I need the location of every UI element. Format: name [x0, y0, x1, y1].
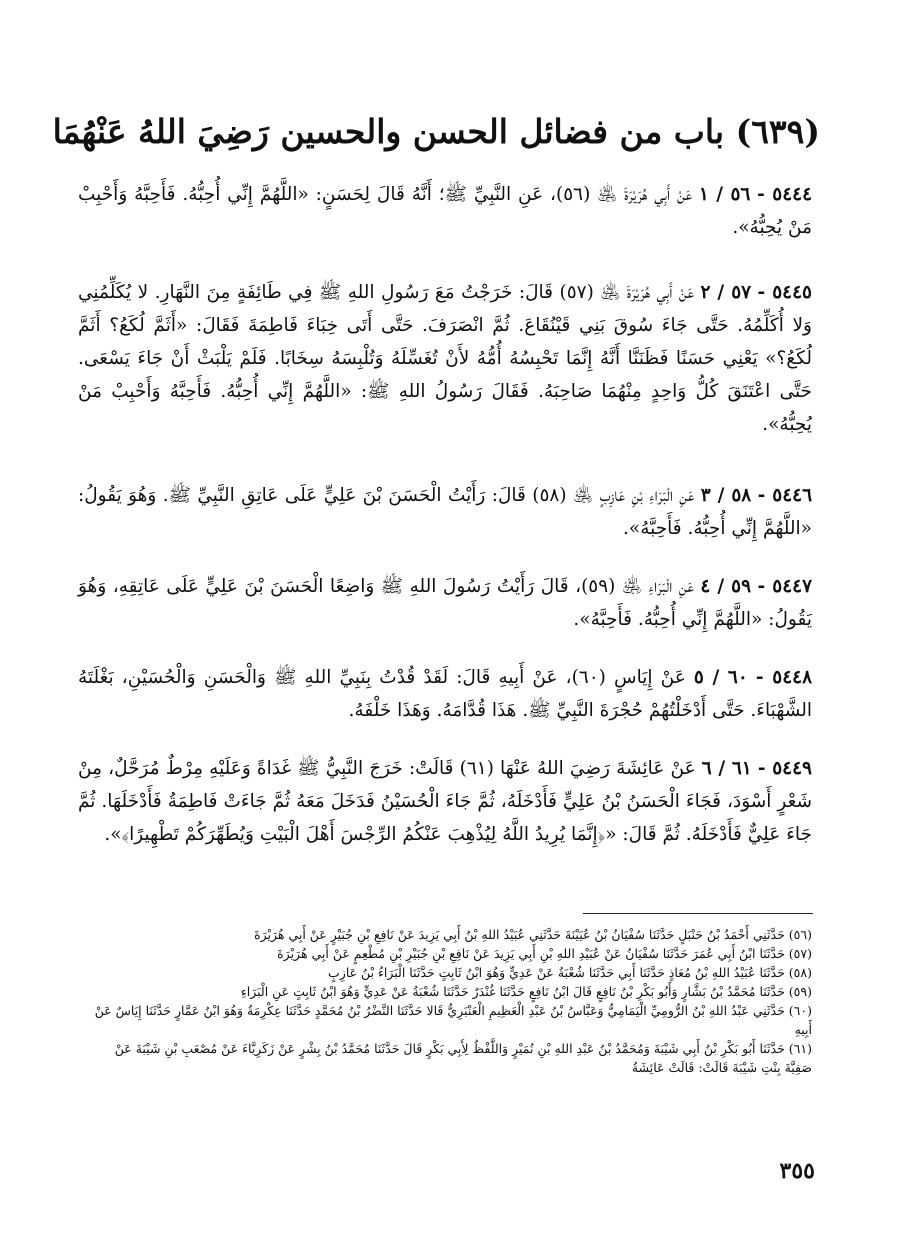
footnotes [86, 925, 812, 1077]
hadith-number: ٥٤٤٨ - [755, 667, 813, 688]
page-number: ٣٥٥ [779, 1158, 815, 1184]
hadith-paragraph [78, 570, 812, 636]
hadith-paragraph [78, 661, 812, 727]
chapter-title: (٦٣٩) باب من فضائل الحسن والحسين رَضِيَ اللهُ عَنْهُمَا [52, 112, 820, 151]
hadith-paragraph [78, 752, 812, 851]
hadith-number: ٥٤٤٥ - [757, 282, 812, 303]
hadith-sub-number: ٦٠ / ٥ [693, 667, 748, 688]
hadith-sub-number: ٥٧ / ٢ [700, 282, 752, 303]
hadith-text: عَنْ عَائِشَةَ رَضِيَ اللهُ عَنْهَا (٦١) قَالَتْ: خَرَجَ النَّبِيُّ ﷺ غَدَاةً وَعَلَيْهِ مِرْطٌ مُرَحَّلٌ، مِنْ شَعْرٍ أَسْوَدَ، فَجَاءَ الْحَسَنُ بْنُ عَلِيٍّ فَأَدْخَلَهُ، ثُمَّ جَاءَ الْحُسَيْنُ فَدَخَلَ مَعَهُ ثُمَّ جَاءَتْ فَاطِمَةُ فَأَدْخَلَهَا. ثُمَّ جَاءَ عَلِيٌّ فَأَدْخَلَهُ. ثُمَّ قَالَ: «﴿إِنَّمَا يُرِيدُ اللَّهُ لِيُذْهِبَ عَنْكُمُ الرِّجْسَ أَهْلَ الْبَيْتِ وَيُطَهِّرَكُمْ تَطْهِيرًا﴾». [78, 758, 812, 845]
footnote-separator [583, 913, 813, 914]
hadith-number: ٥٤٤٤ - [757, 184, 813, 205]
footnote: (٦٠) حَدَّثَنِي عَبْدُ اللهِ بْنُ الرُّومِيِّ الْيَمَامِيُّ وَعَبَّاسُ بْنُ عَبْدِ الْعَظِيمِ الْعَنْبَرِيُّ قَالا حَدَّثَنَا النَّضْرُ بْنُ مُحَمَّدٍ حَدَّثَنَا عِكْرِمَةُ وَهُوَ ابْنُ عَمَّارٍ حَدَّثَنَا إِيَاسٌ عَنْ أَبِيهِ [94, 1003, 812, 1037]
hadith-number: ٥٤٤٩ - [757, 758, 812, 779]
hadith-text: عَنْ أَبِي هُرَيْرَةَ ﵁ (٥٦)، عَنِ النَّبِيِّ ﷺ؛ أَنَّهُ قَالَ لِحَسَنٍ: «اللَّهُمَّ إِنِّي أُحِبُّهُ. فَأَحِبَّهُ وَأَحْبِبْ مَنْ يُحِبُّهُ». [78, 184, 812, 238]
footnote: (٥٩) حَدَّثَنَا مُحَمَّدُ بْنُ بَشَّارٍ وَأَبُو بَكْرِ بْنُ نَافِعٍ قَالَ ابْنُ نَافِعٍ حَدَّثَنَا غُنْدَرٌ حَدَّثَنَا شُعْبَةُ عَنْ عَدِيٍّ وَهُوَ ابْنُ ثَابِتٍ عَنِ الْبَرَاءِ [240, 984, 812, 999]
footnote: (٦١) حَدَّثَنَا أَبُو بَكْرِ بْنُ أَبِي شَيْبَةَ وَمُحَمَّدُ بْنُ عَبْدِ اللهِ بْنِ نُمَيْرٍ وَاللَّفْظُ لِأَبِي بَكْرٍ قَالَ حَدَّثَنَا مُحَمَّدُ بْنُ بِشْرٍ عَنْ زَكَرِيَّاءَ عَنْ مُصْعَبِ بْنِ شَيْبَةَ عَنْ صَفِيَّةَ بِنْتِ شَيْبَةَ قَالَتْ: قَالَتْ عَائِشَةُ [114, 1041, 812, 1075]
hadith-text: عَنِ الْبَرَاءِ بْنِ عَازِبٍ ﵁ (٥٨) قَالَ: رَأَيْتُ الْحَسَنَ بْنَ عَلِيٍّ عَلَى عَاتِقِ النَّبِيِّ ﷺ. وَهُوَ يَقُولُ: «اللَّهُمَّ إِنِّي أُحِبُّهُ. فَأَحِبَّهُ». [78, 485, 812, 539]
hadith-number: ٥٤٤٦ - [757, 485, 813, 506]
hadith-text: عَنْ أَبِي هُرَيْرَةَ ﵁ (٥٧) قَالَ: خَرَجْتُ مَعَ رَسُولِ اللهِ ﷺ فِي طَائِفَةٍ مِنَ النَّهَارِ. لا يُكَلِّمُنِي وَلا أُكَلِّمُهُ. حَتَّى جَاءَ سُوقَ بَنِي قَيْنُقَاعَ. ثُمَّ انْصَرَفَ. حَتَّى أَتَى خِبَاءَ فَاطِمَةَ فَقَالَ: «أَثَمَّ لُكَعُ؟ أَثَمَّ لُكَعُ؟» يَعْنِي حَسَنًا فَظَنَنَّا أَنَّهُ إِنَّمَا تَحْبِسُهُ أُمُّهُ لأَنْ تُغَسِّلَهُ وَتُلْبِسَهُ سِخَابًا. فَلَمْ يَلْبَثْ أَنْ جَاءَ يَسْعَى. حَتَّى اعْتَنَقَ كُلُّ وَاحِدٍ مِنْهُمَا صَاحِبَهُ. فَقَالَ رَسُولُ اللهِ ﷺ: «اللَّهُمَّ إِنِّي أُحِبُّهُ. فَأَحِبَّهُ وَأَحْبِبْ مَنْ يُحِبُّهُ». [78, 282, 812, 435]
footnote: (٥٨) حَدَّثَنَا عُبَيْدُ اللهِ بْنُ مُعَاذٍ حَدَّثَنَا أَبِي حَدَّثَنَا شُعْبَةُ عَنْ عَدِيٍّ وَهُوَ ابْنُ ثَابِتٍ حَدَّثَنَا الْبَرَاءُ بْنُ عَازِبٍ [328, 965, 812, 980]
hadith-paragraph [78, 178, 812, 244]
hadith-paragraph [78, 276, 812, 441]
hadith-text: عَنْ إِيَاسٍ (٦٠)، عَنْ أَبِيهِ قَالَ: لَقَدْ قُدْتُ بِنَبِيِّ اللهِ ﷺ وَالْحَسَنِ وَالْحُسَيْنِ، بَغْلَتَهُ الشَّهْبَاءَ. حَتَّى أَدْخَلْتُهُمْ حُجْرَةَ النَّبِيِّ ﷺ. هَذَا قُدَّامَهُ. وَهَذَا خَلْفَهُ. [78, 667, 812, 721]
hadith-sub-number: ٦١ / ٦ [701, 758, 752, 779]
hadith-sub-number: ٥٦ / ١ [698, 184, 751, 205]
hadith-paragraph [78, 479, 812, 545]
hadith-number: ٥٤٤٧ - [757, 576, 813, 597]
hadith-sub-number: ٥٨ / ٣ [700, 485, 752, 506]
footnote: (٥٦) حَدَّثَنِي أَحْمَدُ بْنُ حَنْبَلٍ حَدَّثَنَا سُفْيَانُ بْنُ عُيَيْنَةَ حَدَّثَنِي عُبَيْدُ اللهِ بْنُ أَبِي يَزِيدَ عَنْ نَافِعِ بْنِ جُبَيْرٍ عَنْ أَبِي هُرَيْرَةَ [254, 927, 812, 942]
hadith-text: عَنِ الْبَرَاءِ ﵁ (٥٩)، قَالَ رَأَيْتُ رَسُولَ اللهِ ﷺ وَاضِعًا الْحَسَنَ بْنَ عَلِيٍّ عَلَى عَاتِقِهِ، وَهُوَ يَقُولُ: «اللَّهُمَّ إِنِّي أُحِبُّهُ. فَأَحِبَّهُ». [78, 576, 812, 630]
hadith-sub-number: ٥٩ / ٤ [700, 576, 752, 597]
footnote: (٥٧) حَدَّثَنَا ابْنُ أَبِي عُمَرَ حَدَّثَنَا سُفْيَانُ عَنْ عُبَيْدِ اللهِ بْنِ أَبِي يَزِيدَ عَنْ نَافِعِ بْنِ جُبَيْرِ بْنِ مُطْعِمٍ عَنْ أَبِي هُرَيْرَةَ [277, 946, 812, 961]
